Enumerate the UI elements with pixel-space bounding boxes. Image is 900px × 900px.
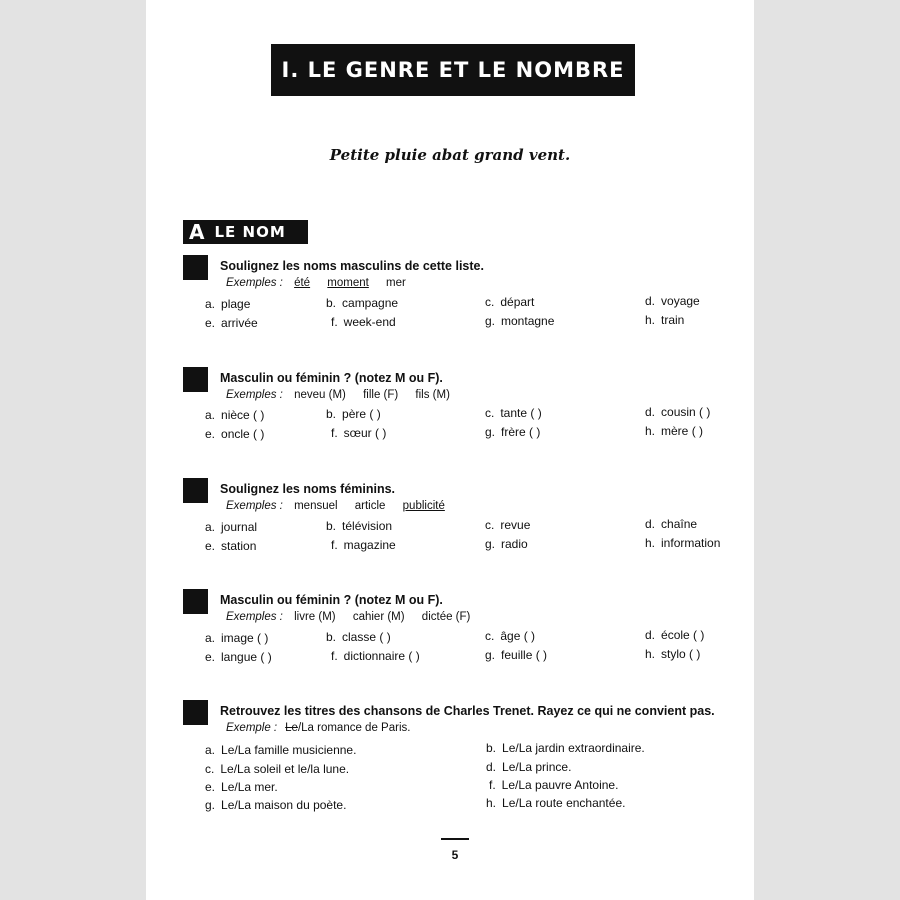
item-text: Le/La famille musicienne. — [221, 743, 357, 757]
item-key: h. — [486, 796, 497, 810]
exercise-item — [205, 798, 346, 812]
item-text: langue ( ) — [221, 650, 272, 664]
item-text: plage — [221, 297, 251, 311]
item-key: g. — [485, 425, 496, 439]
example-word: mer — [386, 277, 406, 289]
exercise-examples — [226, 389, 464, 401]
item-text: montagne — [501, 314, 555, 328]
examples-label: Exemples : — [226, 389, 283, 401]
item-key: b. — [326, 296, 337, 310]
exercise-item — [645, 405, 710, 419]
item-key: b. — [326, 519, 337, 533]
exercise-item — [326, 519, 392, 533]
section-letter: A — [189, 220, 205, 244]
exercise-item — [205, 762, 349, 776]
item-text: stylo ( ) — [661, 647, 701, 661]
item-text: tante ( ) — [500, 406, 542, 420]
exercise-marker — [183, 478, 208, 503]
item-key: f. — [331, 538, 338, 552]
examples-label: Exemples : — [226, 500, 283, 512]
exercise-item — [205, 631, 268, 645]
exercise-item — [326, 296, 398, 310]
exercise-item — [485, 518, 530, 532]
exercise-instruction: Masculin ou féminin ? (notez M ou F). — [220, 371, 443, 385]
exercise-item — [645, 517, 697, 531]
example-rest: /La romance de Paris. — [297, 722, 411, 734]
item-text: image ( ) — [221, 631, 269, 645]
example-word: moment — [327, 277, 369, 289]
exercise-item — [485, 314, 554, 328]
exercise-item — [485, 537, 528, 551]
item-text: Le/La soleil et le/la lune. — [220, 762, 350, 776]
examples-label: Exemples : — [226, 277, 283, 289]
item-key: a. — [205, 297, 216, 311]
item-text: télévision — [342, 519, 393, 533]
exercise-item — [205, 539, 256, 553]
exercise-item — [645, 628, 704, 642]
item-key: c. — [485, 629, 495, 643]
exercise-instruction: Soulignez les noms masculins de cette liste. — [220, 259, 484, 273]
exercise-item — [485, 295, 534, 309]
item-text: sœur ( ) — [343, 426, 387, 440]
item-text: père ( ) — [342, 407, 381, 421]
exercise-item — [205, 408, 264, 422]
exercise-item — [331, 315, 396, 329]
item-key: h. — [645, 536, 656, 550]
item-text: Le/La prince. — [502, 760, 572, 774]
exercise-item — [645, 313, 684, 327]
exercise-item — [485, 425, 540, 439]
exercise-examples — [226, 722, 410, 734]
exercise-item — [645, 536, 720, 550]
exercise-examples — [226, 500, 459, 512]
exercise-marker — [183, 367, 208, 392]
item-key: e. — [205, 427, 216, 441]
example-word: fils (M) — [415, 389, 450, 401]
exercise-item — [205, 650, 272, 664]
item-key: g. — [485, 648, 496, 662]
item-text: cousin ( ) — [661, 405, 711, 419]
item-text: frère ( ) — [501, 425, 541, 439]
exercise-marker — [183, 589, 208, 614]
exercise-item — [331, 649, 420, 663]
exercise-item — [486, 760, 571, 774]
page-number: 5 — [451, 848, 459, 862]
item-text: école ( ) — [661, 628, 705, 642]
item-key: b. — [486, 741, 497, 755]
item-text: âge ( ) — [500, 629, 536, 643]
exercise-item — [205, 743, 356, 757]
exercise-item — [645, 294, 700, 308]
item-text: revue — [500, 518, 531, 532]
exercise-item — [486, 741, 645, 755]
exercise-item — [485, 406, 542, 420]
page-number-rule — [441, 838, 469, 840]
exercise-instruction: Retrouvez les titres des chansons de Charles Trenet. Rayez ce qui ne convient pas. — [220, 704, 715, 718]
item-key: b. — [326, 630, 337, 644]
item-key: c. — [205, 762, 215, 776]
exercise-item — [205, 520, 257, 534]
exercise-item — [645, 647, 700, 661]
item-key: a. — [205, 408, 216, 422]
item-text: départ — [500, 295, 535, 309]
item-text: chaîne — [661, 517, 698, 531]
item-key: b. — [326, 407, 337, 421]
exercise-item — [205, 297, 250, 311]
item-key: f. — [331, 426, 338, 440]
item-text: magazine — [343, 538, 396, 552]
item-text: Le/La route enchantée. — [502, 796, 626, 810]
item-text: Le/La mer. — [221, 780, 278, 794]
item-text: station — [221, 539, 257, 553]
exercise-item — [331, 426, 386, 440]
exercise-item — [205, 427, 264, 441]
exercise-item — [205, 780, 278, 794]
exercise-item — [326, 407, 381, 421]
exercise-item — [205, 316, 258, 330]
item-key: d. — [645, 628, 656, 642]
item-text: Le/La maison du poète. — [221, 798, 347, 812]
exercise-examples — [226, 277, 420, 289]
item-text: arrivée — [221, 316, 258, 330]
item-key: a. — [205, 520, 216, 534]
item-key: h. — [645, 647, 656, 661]
exercise-examples — [226, 611, 484, 623]
item-key: g. — [485, 537, 496, 551]
section-label: LE NOM — [214, 223, 286, 241]
item-text: Le/La pauvre Antoine. — [501, 778, 619, 792]
chapter-title: I. LE GENRE ET LE NOMBRE — [271, 44, 635, 96]
item-text: information — [661, 536, 721, 550]
example-word: été — [294, 277, 311, 289]
item-key: e. — [205, 780, 216, 794]
item-key: d. — [486, 760, 497, 774]
item-key: e. — [205, 650, 216, 664]
example-word: neveu (M) — [294, 389, 346, 401]
item-key: c. — [485, 406, 495, 420]
proverb: Petite pluie abat grand vent. — [329, 146, 571, 164]
item-key: f. — [489, 778, 496, 792]
item-key: f. — [331, 649, 338, 663]
item-key: d. — [645, 517, 656, 531]
item-key: c. — [485, 518, 495, 532]
exercise-item — [331, 538, 396, 552]
item-key: d. — [645, 405, 656, 419]
example-word: mensuel — [294, 500, 338, 512]
exercise-item — [326, 630, 391, 644]
item-key: a. — [205, 631, 216, 645]
exercise-item — [485, 629, 535, 643]
section-header — [183, 220, 308, 244]
example-word: article — [354, 500, 386, 512]
exercise-item — [485, 648, 547, 662]
item-text: campagne — [342, 296, 399, 310]
example-word: publicité — [402, 500, 445, 512]
item-key: g. — [205, 798, 216, 812]
item-key: e. — [205, 316, 216, 330]
item-text: train — [661, 313, 685, 327]
exercise-marker — [183, 700, 208, 725]
item-text: mère ( ) — [661, 424, 704, 438]
item-key: h. — [645, 424, 656, 438]
exercise-marker — [183, 255, 208, 280]
examples-label: Exemples : — [226, 611, 283, 623]
item-key: h. — [645, 313, 656, 327]
item-text: week-end — [343, 315, 396, 329]
item-text: oncle ( ) — [221, 427, 265, 441]
item-text: classe ( ) — [342, 630, 391, 644]
item-key: c. — [485, 295, 495, 309]
exercise-item — [645, 424, 703, 438]
exercise-item — [486, 796, 625, 810]
example-word: cahier (M) — [352, 611, 405, 623]
item-text: voyage — [661, 294, 700, 308]
exercise-item — [489, 778, 618, 792]
example-word: dictée (F) — [421, 611, 471, 623]
example-word: livre (M) — [294, 611, 336, 623]
item-text: journal — [221, 520, 258, 534]
example-struck-article: Le — [285, 722, 298, 734]
item-text: radio — [501, 537, 528, 551]
examples-label: Exemple : — [226, 722, 278, 734]
item-key: f. — [331, 315, 338, 329]
item-text: feuille ( ) — [501, 648, 548, 662]
item-key: a. — [205, 743, 216, 757]
exercise-instruction: Masculin ou féminin ? (notez M ou F). — [220, 593, 443, 607]
item-text: dictionnaire ( ) — [343, 649, 420, 663]
item-text: Le/La jardin extraordinaire. — [502, 741, 645, 755]
item-key: d. — [645, 294, 656, 308]
item-key: g. — [485, 314, 496, 328]
example-word: fille (F) — [363, 389, 399, 401]
item-key: e. — [205, 539, 216, 553]
item-text: nièce ( ) — [221, 408, 265, 422]
exercise-instruction: Soulignez les noms féminins. — [220, 482, 396, 496]
